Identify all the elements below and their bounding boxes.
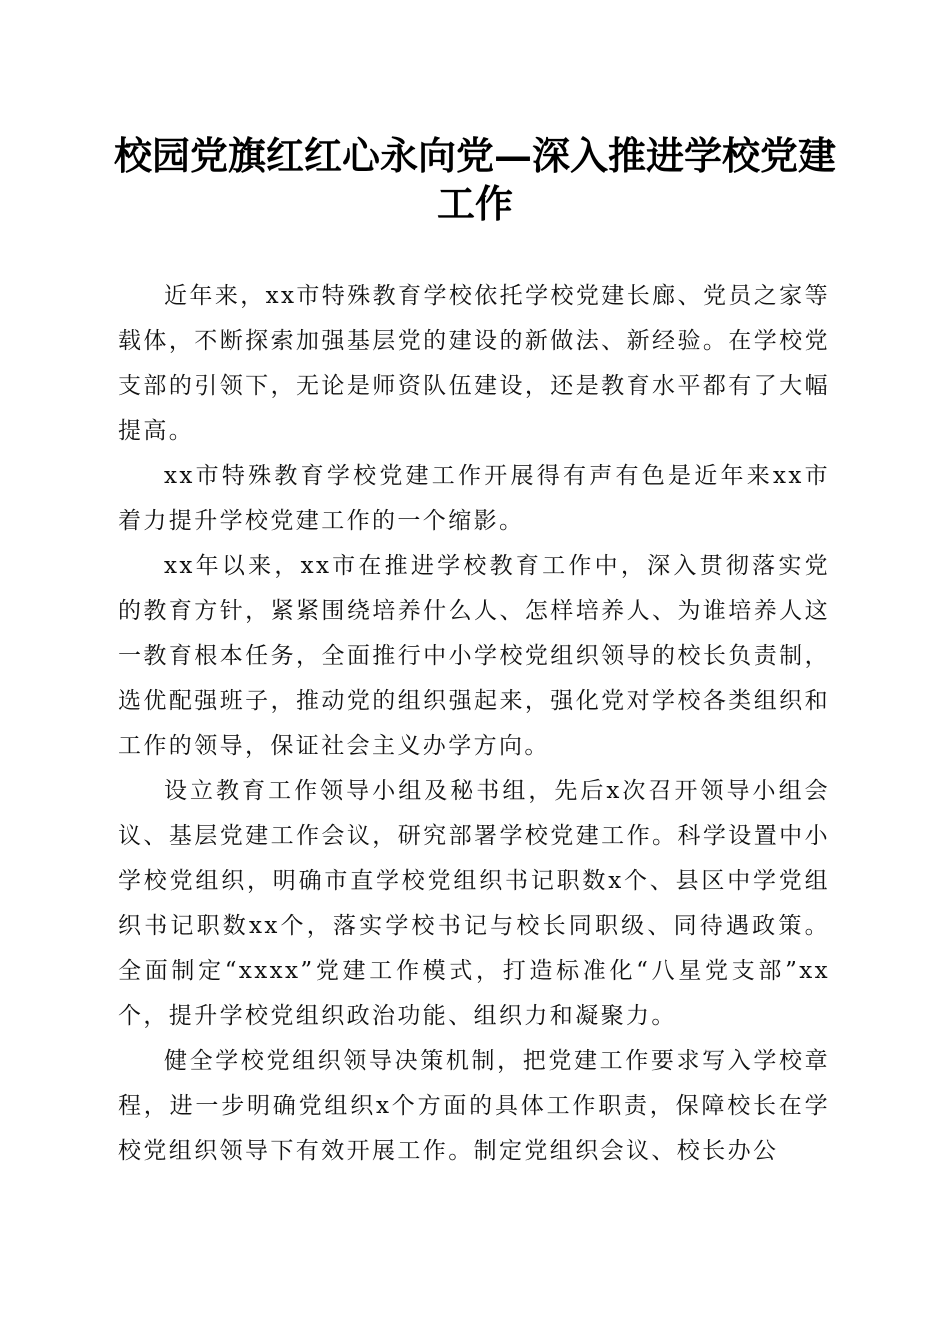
paragraph: 健全学校党组织领导决策机制，把党建工作要求写入学校章程，进一步明确党组织x个方面的具体工作职责，保障校长在学校党组织领导下有效开展工作。制定党组织会议、校长办公 <box>118 1048 830 1164</box>
paragraph: 设立教育工作领导小组及秘书组，先后x次召开领导小组会议、基层党建工作会议，研究部署学校党建工作。科学设置中小学校党组织，明确市直学校党组织书记职数x个、县区中学党组织书记职数xx个，落实学校书记与校长同职级、同待遇政策。全面制定“xxxx”党建工作模式，打造标准化“八星党支部”xx个，提升学校党组织政治功能、组织力和凝聚力。 <box>118 778 830 1029</box>
paragraph: 近年来，xx市特殊教育学校依托学校党建长廊、党员之家等载体，不断探索加强基层党的建设的新做法、新经验。在学校党支部的引领下，无论是师资队伍建设，还是教育水平都有了大幅提高。 <box>118 283 830 444</box>
document-title: 校园党旗红红心永向党—深入推进学校党建工作 <box>113 133 836 226</box>
paragraph: xx年以来，xx市在推进学校教育工作中，深入贯彻落实党的教育方针，紧紧围绕培养什么人、怎样培养人、为谁培养人这一教育根本任务，全面推行中小学校党组织领导的校长负责制，选优配强班子，推动党的组织强起来，强化党对学校各类组织和工作的领导，保证社会主义办学方向。 <box>118 553 830 759</box>
paragraph: xx市特殊教育学校党建工作开展得有声有色是近年来xx市着力提升学校党建工作的一个缩影。 <box>118 463 830 534</box>
document-body <box>118 274 830 1174</box>
